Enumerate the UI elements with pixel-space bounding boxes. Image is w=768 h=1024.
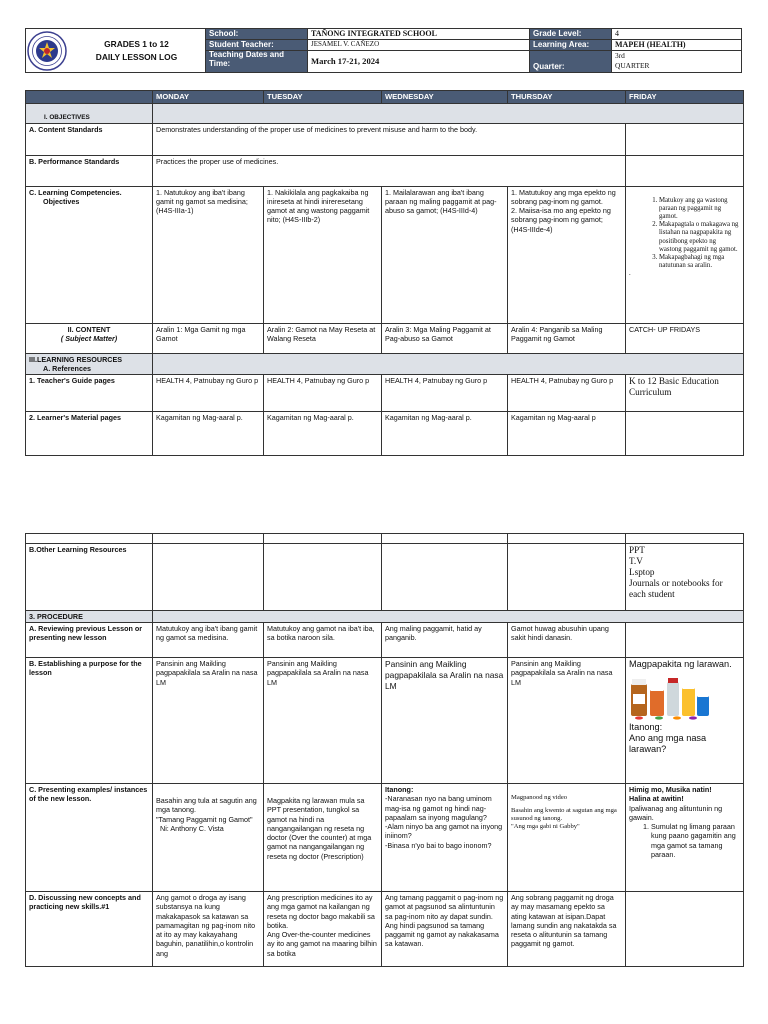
purpose-monday: Pansinin ang Maikling pagpapakilala sa Aralin na nasa LM bbox=[153, 658, 264, 784]
presenting-wednesday-title: Itanong: bbox=[385, 785, 414, 795]
discussing-wednesday-2: Ang hindi pagsunod sa tamang paggamit ng gamot ay nakakasama sa katawan. bbox=[385, 920, 499, 949]
content-wednesday: Aralin 3: Mga Maling Paggamit at Pag-abuso sa Gamot bbox=[382, 323, 508, 353]
objective-friday-item: 2. Makapagtala o makagawa ng listahan na nagpapakita ng positibong epekto ng wastong paggamit ng gamot. bbox=[659, 221, 740, 254]
review-wednesday: Ang maling paggamit, hatid ay panganib. bbox=[382, 623, 508, 658]
title-line-1: GRADES 1 to 12 bbox=[104, 39, 169, 50]
discussing-tuesday-2: Ang Over-the-counter medicines ay ito ang gamot na maaring bilhin sa botika bbox=[267, 930, 377, 958]
content-friday: CATCH- UP FRIDAYS bbox=[626, 323, 744, 353]
learners-material-wednesday: Kagamitan ng Mag-aaral p. bbox=[382, 412, 508, 456]
teacher-label: Student Teacher: bbox=[206, 40, 308, 51]
objective-thursday-2: 2. Maiisa-isa mo ang epekto ng sobrang pag-inom ng gamot; (H4S-IIIde-4) bbox=[511, 206, 611, 234]
objective-friday-dot: . bbox=[629, 270, 631, 278]
competencies-label-2: Objectives bbox=[43, 196, 80, 206]
presenting-wednesday-q: -Alam ninyo ba ang gamot na inyong iniinom? bbox=[385, 822, 503, 841]
objective-thursday-1: 1. Matutukoy ang mga epekto ng sobrang pag-inom ng gamot. bbox=[511, 187, 616, 206]
day-monday: MONDAY bbox=[153, 91, 264, 104]
learners-material-tuesday: Kagamitan ng Mag-aaral p. bbox=[264, 412, 382, 456]
review-tuesday: Matutukoy ang gamot na iba't iba, sa botika naroon sila. bbox=[264, 623, 382, 658]
presenting-tuesday: Magpakita ng larawan mula sa PPT presentation, tungkol sa gamot na hindi na nangangailangan ng reseta ng doctor (Over the counter) at mga gamot na nangangailangan ng reseta ng doctor (Prescription) bbox=[264, 784, 382, 892]
discussing-monday: Ang gamot o droga ay isang substansya na kung makakapasok sa katawan sa pamamagitan ng pag-inom nito at ito ay may kakayahang baguhin, panatilihin,o kontrolin ang bbox=[153, 892, 264, 967]
discussing-wednesday-1: Ang tamang paggamit o pag-inom ng gamot at pagsunod sa alintuntunin sa pag-inom nito ay dapat sundin. bbox=[385, 893, 504, 921]
learners-material-monday: Kagamitan ng Mag-aaral p. bbox=[153, 412, 264, 456]
medicine-bottles-image bbox=[629, 672, 740, 720]
objective-friday-list bbox=[629, 197, 740, 270]
other-resource-item: Lsptop bbox=[629, 567, 655, 578]
title-line-2: DAILY LESSON LOG bbox=[95, 51, 178, 62]
purpose-wednesday: Pansinin ang Maikling pagpapakilala sa Aralin na nasa LM bbox=[382, 658, 508, 784]
procedure-label: 3. PROCEDURE bbox=[26, 611, 153, 623]
purpose-thursday: Pansinin ang Maikling pagpapakilala sa Aralin na nasa LM bbox=[508, 658, 626, 784]
procedure-a-label: A. Reviewing previous Lesson or presenting new lesson bbox=[26, 623, 153, 658]
presenting-monday-3: Ni: Anthony C. Vista bbox=[160, 823, 224, 833]
teacher-value: JESAMEL V. CAÑEZO bbox=[308, 40, 530, 51]
procedure-c-label: C. Presenting examples/ instances of the new lesson. bbox=[26, 784, 153, 892]
presenting-friday-1: Himig mo, Musika natin! bbox=[629, 785, 712, 795]
learners-material-label: 2. Learner's Material pages bbox=[26, 412, 153, 456]
presenting-friday-2: Halina at awitin! bbox=[629, 794, 684, 804]
teachers-guide-wednesday: HEALTH 4, Patnubay ng Guro p bbox=[382, 375, 508, 412]
area-value: MAPEH (HEALTH) bbox=[612, 40, 742, 51]
header-logo-cell bbox=[26, 29, 206, 73]
area-label: Learning Area: bbox=[530, 40, 612, 51]
other-resource-item: T.V bbox=[629, 556, 643, 567]
teachers-guide-tuesday: HEALTH 4, Patnubay ng Guro p bbox=[264, 375, 382, 412]
presenting-thursday-2: Basahin ang kwento at sagutan ang mga susunod ng tanong. bbox=[511, 807, 617, 823]
grade-value: 4 bbox=[612, 29, 742, 40]
content-thursday: Aralin 4: Panganib sa Maling Paggamit ng Gamot bbox=[508, 323, 626, 353]
presenting-friday-list bbox=[629, 822, 740, 859]
objective-tuesday: 1. Nakikilala ang pagkakaiba ng inireseta at hindi inireresetang gamot at ang wastong paggamit nito; (H4S-IIIb-2) bbox=[264, 186, 382, 323]
discussing-thursday: Ang sobrang paggamit ng droga ay may masamang epekto sa ating katawan at isipan.Dapat lamang sundin ang nakatakda sa reseta o alituntunin sa tamang paggamit ng gamot. bbox=[508, 892, 626, 967]
learning-resources-label: III.LEARNING RESOURCES bbox=[29, 354, 123, 364]
lesson-table-bottom bbox=[25, 533, 744, 967]
performance-standards-label: B. Performance Standards bbox=[26, 155, 153, 186]
grade-label: Grade Level: bbox=[530, 29, 612, 40]
header-table bbox=[25, 28, 742, 73]
presenting-monday-1: Basahin ang tula at sagutin ang mga tanong. bbox=[156, 796, 257, 815]
competencies-label-1: C. Learning Competencies. bbox=[29, 187, 122, 197]
discussing-tuesday-1: Ang prescription medicines ito ay ang mga gamot na kailangan ng reseta ng doctor bago makabili sa botika. bbox=[267, 893, 375, 930]
review-monday: Matutukoy ang iba't ibang gamit ng gamot sa medisina. bbox=[153, 623, 264, 658]
day-thursday: THURSDAY bbox=[508, 91, 626, 104]
day-header-row bbox=[26, 91, 744, 104]
objective-wednesday: 1. Mailalarawan ang iba't ibang paraan ng maling paggamit at pag-abuso sa gamot; (H4S-IIId-4) bbox=[382, 186, 508, 323]
quarter-value-1: 3rd bbox=[615, 51, 625, 61]
procedure-b-label: B. Establishing a purpose for the lesson bbox=[26, 658, 153, 784]
presenting-friday-3: Ipaliwanag ang alituntunin ng gawain. bbox=[629, 803, 723, 822]
teachers-guide-friday: K to 12 Basic Education Curriculum bbox=[626, 375, 744, 412]
purpose-friday-1: Magpapakita ng larawan. bbox=[629, 659, 732, 670]
review-thursday: Gamot huwag abusuhin upang sakit hindi danasin. bbox=[508, 623, 626, 658]
content-tuesday: Aralin 2: Gamot na May Reseta at Walang Reseta bbox=[264, 323, 382, 353]
objectives-label: I. OBJECTIVES bbox=[26, 103, 153, 123]
presenting-wednesday-q: -Naranasan nyo na bang uminom mag-isa ng gamot ng hindi nag-papaalam sa inyong magulang? bbox=[385, 794, 492, 822]
purpose-friday-question-label: Itanong: bbox=[629, 722, 663, 733]
procedure-d-label: D. Discussing new concepts and practicing new skills.#1 bbox=[26, 892, 153, 967]
presenting-thursday-3: "Ang mga gabi ni Gabby" bbox=[511, 822, 580, 830]
references-label: A. References bbox=[43, 363, 91, 373]
other-resource-item: PPT bbox=[629, 545, 645, 555]
day-tuesday: TUESDAY bbox=[264, 91, 382, 104]
quarter-label: Quarter: bbox=[530, 51, 612, 73]
purpose-friday-2: Ano ang mga nasa larawan? bbox=[629, 733, 707, 755]
teachers-guide-thursday: HEALTH 4, Patnubay ng Guro p bbox=[508, 375, 626, 412]
presenting-thursday-1: Magpanood ng video bbox=[511, 794, 568, 802]
content-standards-label: A. Content Standards bbox=[26, 123, 153, 155]
day-wednesday: WEDNESDAY bbox=[382, 91, 508, 104]
content-label-2: ( Subject Matter) bbox=[60, 333, 118, 343]
content-standards-text: Demonstrates understanding of the proper use of medicines to prevent misuse and harm to the body. bbox=[153, 123, 626, 155]
school-value: TAÑONG INTEGRATED SCHOOL bbox=[308, 29, 530, 40]
purpose-tuesday: Pansinin ang Maikling pagpapakilala sa Aralin na nasa LM bbox=[264, 658, 382, 784]
teachers-guide-label: 1. Teacher's Guide pages bbox=[26, 375, 153, 412]
content-label-1: II. CONTENT bbox=[67, 324, 111, 334]
objective-friday-item: 1. Matukoy ang ga wastong paraan ng paggamit ng gamot. bbox=[659, 197, 740, 221]
presenting-monday-2: "Tamang Paggamit ng Gamot" bbox=[156, 814, 253, 824]
other-resource-item: Journals or notebooks for each student bbox=[629, 578, 723, 600]
dates-value: March 17-21, 2024 bbox=[308, 51, 530, 73]
teachers-guide-monday: HEALTH 4, Patnubay ng Guro p bbox=[153, 375, 264, 412]
quarter-value-2: QUARTER bbox=[615, 60, 650, 70]
objective-friday-item: 3. Makapagbahagi ng mga natutunan sa aralin. bbox=[659, 254, 740, 270]
content-monday: Aralin 1: Mga Gamit ng mga Gamot bbox=[153, 323, 264, 353]
performance-standards-text: Practices the proper use of medicines. bbox=[153, 155, 626, 186]
deped-seal-icon bbox=[26, 30, 68, 72]
lesson-table-top bbox=[25, 90, 744, 456]
presenting-wednesday-q: -Binasa n'yo bai to bago inonom? bbox=[385, 840, 492, 850]
medicine-bottles-icon bbox=[629, 674, 711, 720]
presenting-friday-list-item: 1. Sumulat ng limang paraan kung paano gagamitin ang mga gamot sa tamang paraan. bbox=[651, 822, 740, 859]
dll-header bbox=[25, 28, 741, 72]
day-friday: FRIDAY bbox=[626, 91, 744, 104]
school-label: School: bbox=[206, 29, 308, 40]
objective-monday: 1. Natutukoy ang iba't ibang gamit ng gamot sa medisina; (H4S-IIIa-1) bbox=[153, 186, 264, 323]
learners-material-thursday: Kagamitan ng Mag-aaral p bbox=[508, 412, 626, 456]
other-resources-label: B.Other Learning Resources bbox=[26, 544, 153, 611]
dates-label: Teaching Dates and Time: bbox=[206, 51, 308, 73]
